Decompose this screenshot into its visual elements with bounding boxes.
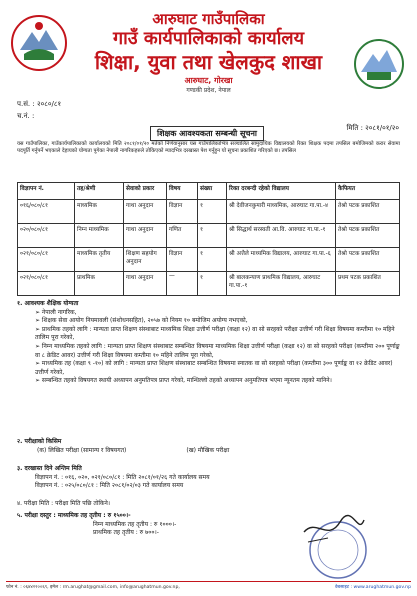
municipality-name: आरुघाट गाउँपालिका	[152, 10, 265, 28]
cell: निम्न माध्यमिक	[75, 224, 124, 248]
cell: श्री अत्तैले माध्यमिक विद्यालय, आरुघाट गा.पा.-६	[227, 248, 336, 272]
col-header: विज्ञापन नं.	[18, 183, 75, 200]
deadline-line: विज्ञापन नं. : ०२५/०८०/८१ : मिति २०८१/०२/०३ गते कार्यालय समय	[35, 482, 184, 490]
list-item: ➢ शिक्षक सेवा आयोग नियमावली (संशोधनसहित), २०५७ को नियम १० बमोजिम अयोग्य नभएको,	[35, 317, 248, 325]
table-row	[18, 200, 400, 224]
province: गण्डकी प्रदेश, नेपाल	[186, 87, 231, 94]
exam-section	[17, 438, 400, 455]
cell: १	[198, 272, 227, 296]
qualifications-heading: १. आवश्यक शैक्षिक योग्यता	[17, 300, 79, 307]
cell: गाथा अनुदान	[124, 200, 167, 224]
cell: प्राथमिक	[75, 272, 124, 296]
exam-heading: २. परीक्षाको किसिम	[17, 438, 62, 445]
cell: —	[167, 272, 198, 296]
col-header: सेवाको प्रकार	[124, 183, 167, 200]
cell: ०२१/०८०/८१	[18, 248, 75, 272]
office-header	[60, 10, 357, 95]
table-row	[18, 248, 400, 272]
deadline-line: विज्ञापन नं. : ०१६, ०२०, ०२१/०८०/८१ : मिति २०८१/०१/२६ गते कार्यालय समय	[35, 473, 210, 481]
vacancy-table	[17, 182, 400, 296]
written-exam: (क) लिखित परीक्षा (सामान्य र विषयगत)	[37, 446, 127, 454]
cell: तेश्रो पटक प्रकाशित	[336, 200, 400, 224]
list-item: ➢ निम्न माध्यमिक तहको लागि : मान्यता प्राप्त शिक्षण संस्थाबाट सम्बन्धित विषयमा माध्यमिक शिक्षा उत्तीर्ण परीक्षा (कक्षा १२) वा सो सरहको परीक्षा (कम्तीमा २०० पूर्णाङ्क वा ८ क्रेडिट आवर) उत्तीर्ण गरी शिक्षा विषयमा कम्तीमा १० महिने तालिम पूरा गरेको,	[35, 342, 400, 359]
department-name: शिक्षा, युवा तथा खेलकुद शाखा	[94, 50, 323, 74]
cell: १	[198, 224, 227, 248]
cell: प्रथम पटक प्रकाशित	[336, 272, 400, 296]
cell: ०१६/०८०/८१	[18, 200, 75, 224]
footer-website[interactable]: वेबसाइट : www.arughatmun.gov.np	[334, 585, 411, 590]
cell: गणित	[167, 224, 198, 248]
cell: विज्ञान	[167, 200, 198, 224]
cell: गाथा अनुदान	[124, 224, 167, 248]
fee-heading: ५. परीक्षा दस्तुर : माध्यमिक तह तृतीय : रु १५००।-	[17, 512, 131, 519]
col-header: विषय	[167, 183, 198, 200]
list-item: ➢ सम्बन्धित तहको विषयगत स्थायी अध्यापन अनुमतिपत्र प्राप्त गरेको, मान्धिल्लो तहको अध्यापन अनुमतिपत्र भएमा न्यूनतम तहको मानिने।	[35, 377, 332, 385]
fee-line: निम्न माध्यमिक तह तृतीय : रु १०००।-	[93, 520, 177, 528]
dispatch-number: च.नं. :	[17, 112, 35, 120]
col-header: रिक्त दरबन्दी रहेको विद्यालय	[227, 183, 336, 200]
cell: १	[198, 200, 227, 224]
col-header: तह/श्रेणी	[75, 183, 124, 200]
list-item: ➢ माध्यमिक तह (कक्षा ९ -१०) को लागि : मान्यता प्राप्त शिक्षण संस्थाबाट सम्बन्धित विषयमा स्नातक वा सो सरहको परीक्षा (कम्तीमा ३०० पूर्णाङ्क वा १२ क्रेडिट आवर) उत्तीर्ण गरेको,	[35, 360, 393, 376]
list-item: ➢ प्राथमिक तहको लागि : मान्यता प्राप्त शिक्षण संस्थाबाट माध्यमिक शिक्षा उत्तीर्ण परीक्षा (कक्षा १२) वा सो सरहको परीक्षा उत्तीर्ण गरी शिक्षा विषयमा कम्तीमा १० महिने तालिम पूरा गरेको,	[35, 325, 395, 342]
col-header: संख्या	[198, 183, 227, 200]
ref-number: प.सं. : २०८०/८१	[17, 100, 62, 108]
table-row	[18, 224, 400, 248]
qualifications-section	[17, 300, 400, 386]
table-header-row	[18, 183, 400, 200]
notice-date: मिति : २०८१/०१/२०	[346, 124, 399, 132]
fee-line: प्राथमिक तह तृतीय : रु ७००।-	[93, 529, 159, 537]
cell: श्री सिद्धार्थ सरस्वती आ.वि. आरुघाट गा.पा.-१	[227, 224, 336, 248]
municipality-logo-icon	[353, 38, 405, 90]
official-stamp-icon	[298, 512, 370, 584]
notice-title: शिक्षक आवश्यकता सम्बन्धी सूचना	[150, 126, 264, 141]
table-row	[18, 272, 400, 296]
list-item: ➢ नेपाली नागरिक,	[35, 308, 77, 316]
cell: गाथा अनुदान	[124, 272, 167, 296]
cell: माध्यमिक	[75, 200, 124, 224]
cell: विज्ञान	[167, 248, 198, 272]
address: आरुघाट, गोरखा	[184, 76, 233, 85]
cell: तेश्रो पटक प्रकाशित	[336, 224, 400, 248]
exam-date: ४. परीक्षा मिति : परीक्षा मिति पछि तोकिने।	[17, 500, 111, 507]
cell: तेश्रो पटक प्रकाशित	[336, 248, 400, 272]
cell: ०२०/०८०/८१	[18, 224, 75, 248]
cell: माध्यमिक तृतीय	[75, 248, 124, 272]
deadline-heading: ३. दरखास्त दिने अन्तिम मिति	[17, 465, 82, 472]
footer-contact: फोन नं. : ०६४४२२००६९, इमेल : rm.arughat@gmail.com, info@arughatmun.gov.np,	[6, 585, 180, 590]
footer	[6, 581, 411, 590]
cell: श्री बालकन्याण प्राथमिक विद्यालय, आरुघाट गा.पा.-१	[227, 272, 336, 296]
col-header: कैफियत	[336, 183, 400, 200]
cell: १	[198, 248, 227, 272]
intro-paragraph: यस गाउँपालिका, गाउँकार्यपालिकाको कार्यालयको मिति २०८१/०१/२० मतेको निर्णयानुसार यस गाउँपालिकाभित्र सञ्चालित सामुदायिक विद्यालयको रिक्त शिक्षक पदमा तपसिल बमोजिमको करार सेवामा पदपूर्ति गर्नुपर्ने भएकाले देहायको योग्यता पुगेका नेपाली नागरिकहरुले तोकिएको म्यादभित्र दरखास्त पेश गर्नुहुन यो सूचना प्रकाशित गरिएको छ। तपसिल	[17, 141, 400, 154]
oral-exam: (ख) मौखिक परीक्षा	[186, 446, 230, 454]
cell: शिक्षण सहयोग अनुदान	[124, 248, 167, 272]
cell: श्री देवीजनकुमारी माध्यमिक, आरुघाट गा.पा.-४	[227, 200, 336, 224]
deadline-section	[17, 465, 400, 491]
cell: ०२१/०८०/८१	[18, 272, 75, 296]
office-name: गाउँ कार्यपालिकाको कार्यालय	[112, 28, 305, 49]
